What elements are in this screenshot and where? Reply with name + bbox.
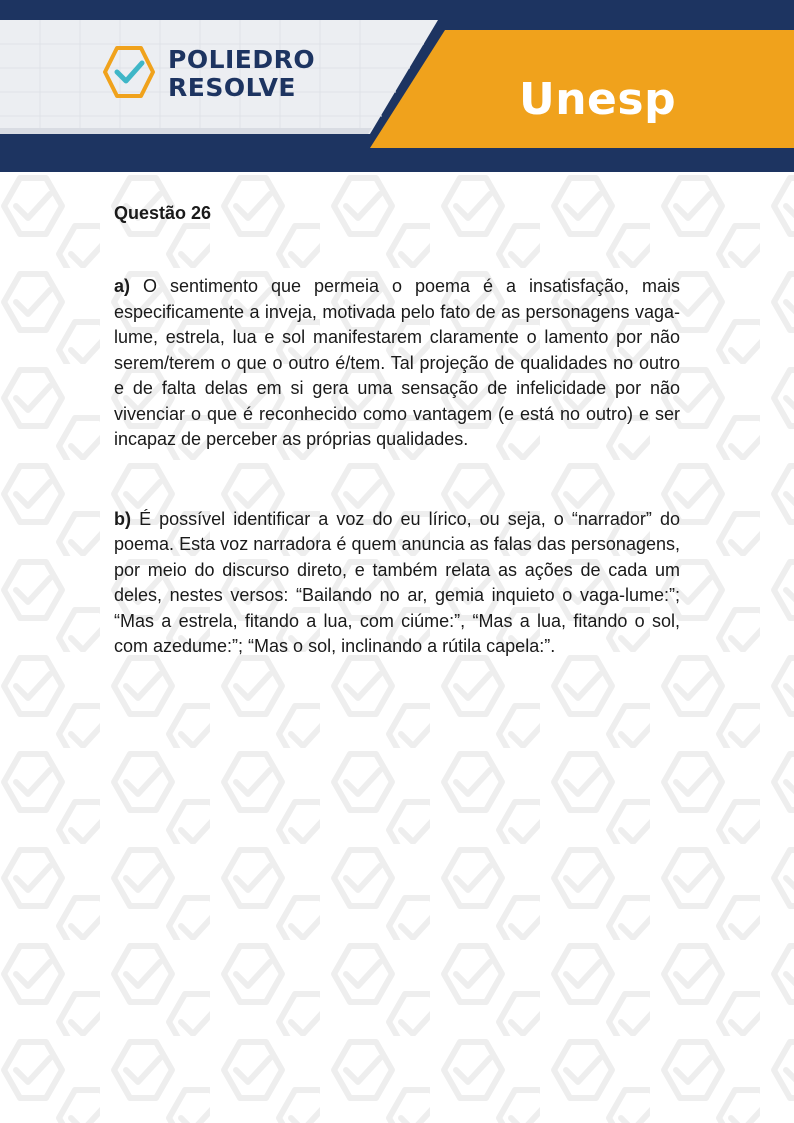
answer-b [114,507,680,660]
answer-a-marker: a) [114,276,131,296]
brand-logo-text [168,46,315,102]
question-content [114,200,680,714]
answer-a [114,274,680,453]
answer-b-marker: b) [114,508,131,529]
university-name: Unesp [519,74,677,125]
answer-a-text: O sentimento que permeia o poema é a insatisfação, mais especificamente a inveja, motivada pelo fato de as personagens vaga-lume, estrela, lua e sol manifestarem claramente o lamento por não serem/terem o que o outro é/tem. Tal projeção de qualidades no outro e de falta delas em si gera uma sensação de infelicidade por não vivenciar o que é reconhecido como vantagem (e está no outro) e ser incapaz de perceber as próprias qualidades. [114,276,680,449]
answer-b-text: É possível identificar a voz do eu lírico, ou seja, o “narrador” do poema. Esta voz narradora é quem anuncia as falas das personagens, por meio do discurso direto, e também relata as ações de cada um deles, nestes versos: “Bailando no ar, gemia inquieto o vaga-lume:”; “Mas a estrela, fitando a lua, com ciúme:”, “Mas a lua, fitando o sol, com azedume:”; “Mas o sol, inclinando a rútila capela:”. [114,508,680,656]
check-hexagon-icon [101,44,157,100]
brand-line-2: RESOLVE [168,73,296,102]
brand-line-1: POLIEDRO [168,45,316,74]
question-title: Questão 26 [114,203,212,223]
